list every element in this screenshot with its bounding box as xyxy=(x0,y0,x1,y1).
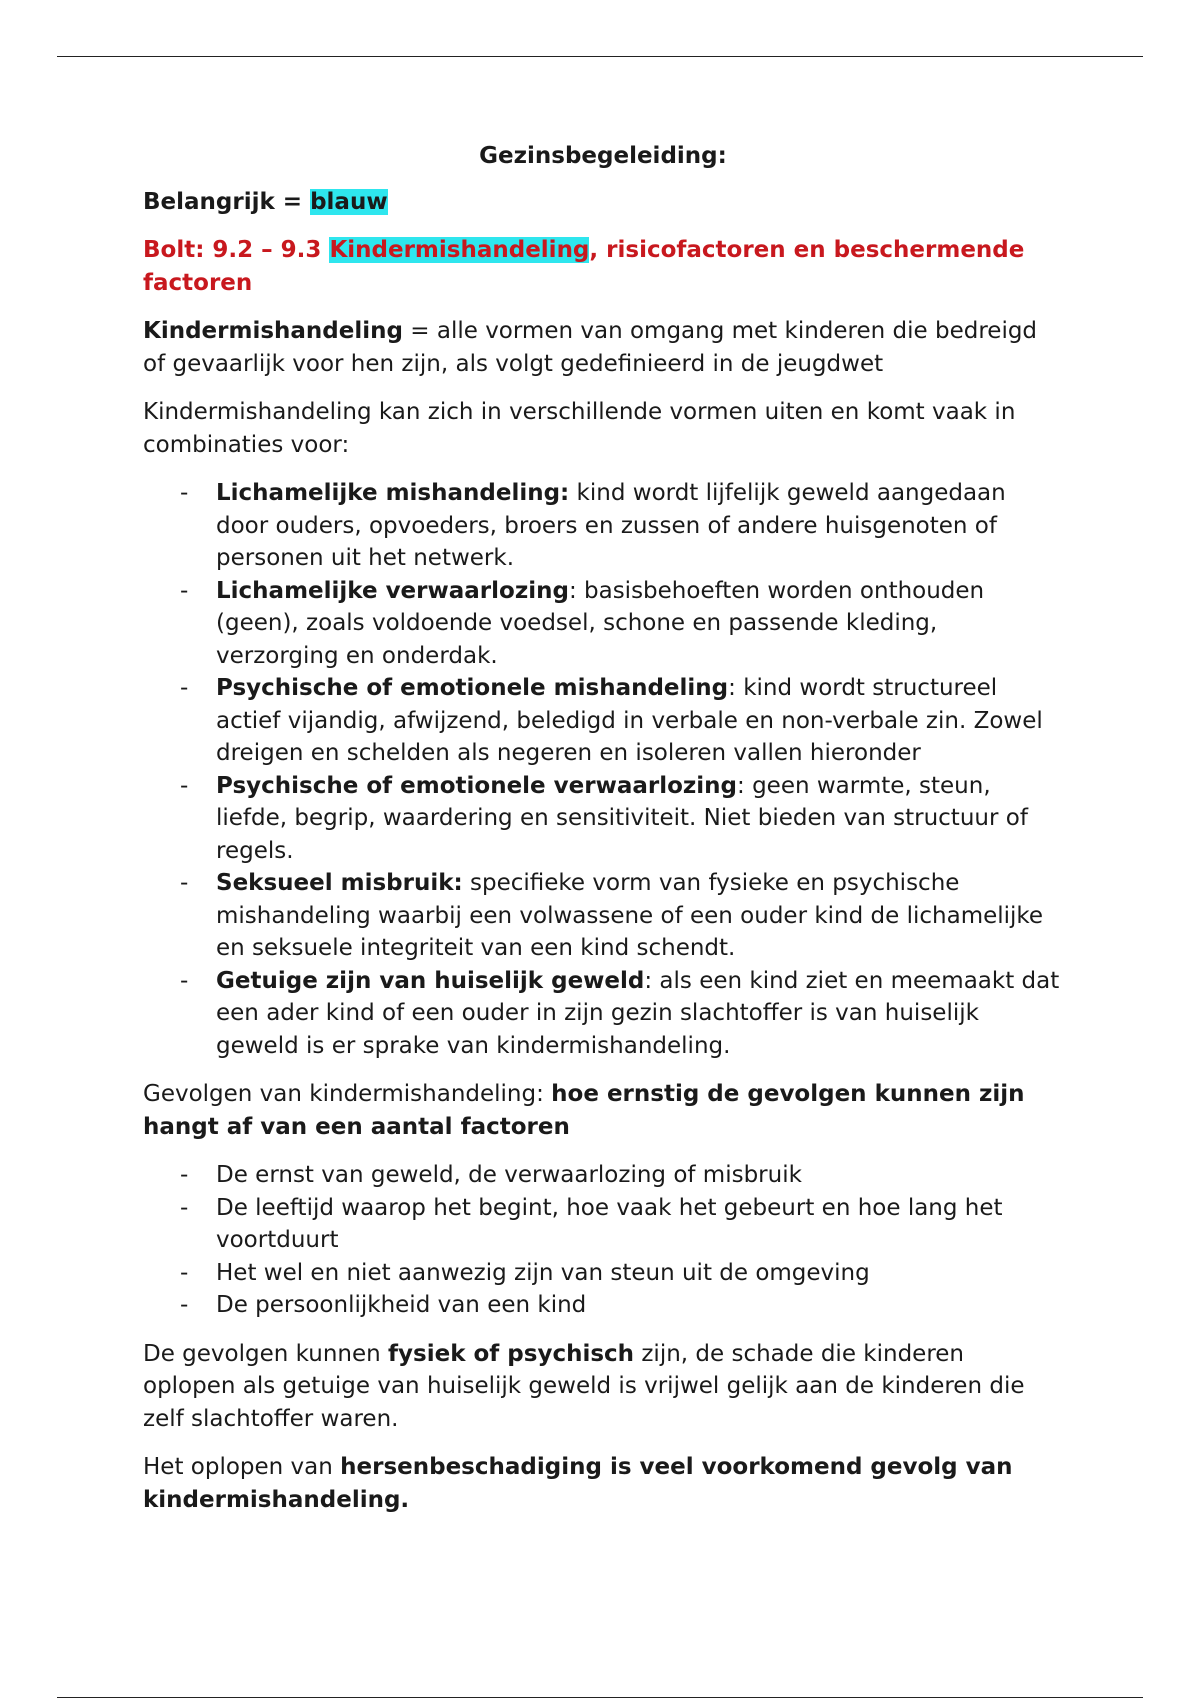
definition-text: = alle vormen van omgang met kinderen die bedreigd of gevaarlijk voor hen zijn, als volgt gedefinieerd in de jeugdwet xyxy=(143,318,1038,377)
consequences-text: Gevolgen van kindermishandeling: xyxy=(143,1081,552,1107)
bullet-dash: - xyxy=(180,480,189,506)
list-item xyxy=(143,1159,1063,1192)
brain-pre: Het oplopen van xyxy=(143,1454,341,1480)
form-text: : basisbehoeften worden onthouden (geen), zoals voldoende voedsel, schone en passende kleding, verzorging en onderdak. xyxy=(216,577,985,669)
list-item xyxy=(143,867,1063,965)
bullet-dash: - xyxy=(180,1162,189,1188)
bullet-dash: - xyxy=(180,772,189,799)
bullet-dash: - xyxy=(180,577,189,604)
heading-rest: , risicofactoren en beschermende factoren xyxy=(143,237,1025,296)
form-term: Lichamelijke verwaarlozing xyxy=(216,577,569,604)
list-item xyxy=(143,770,1063,868)
list-item xyxy=(143,1289,1063,1322)
important-label: Belangrijk = xyxy=(143,188,311,215)
physical-post: zijn, de schade die kinderen oplopen als getuige van huiselijk geweld is vrijwel gelijk aan de kinderen die zelf slachtoffer waren. xyxy=(143,1340,1025,1432)
list-item xyxy=(143,1192,1063,1257)
list-item xyxy=(143,965,1063,1063)
form-text: specifieke vorm van fysieke en psychische mishandeling waarbij een volwassene of een ouder kind de lichamelijke en seksuele integriteit van een kind schendt. xyxy=(216,870,1044,961)
form-text: : geen warmte, steun, liefde, begrip, waardering en sensitiviteit. Niet bieden van structuur of regels. xyxy=(216,772,1028,864)
brain-bold: hersenbeschadiging is veel voorkomend gevolg van kindermishandeling. xyxy=(143,1454,1013,1513)
heading-highlight: Kindermishandeling xyxy=(329,237,590,263)
section-heading xyxy=(143,234,1063,299)
important-line xyxy=(143,186,1063,219)
heading-prefix: Bolt: 9.2 – 9.3 xyxy=(143,237,330,263)
factor-text: De persoonlijkheid van een kind xyxy=(216,1292,587,1318)
form-term: Psychische of emotionele mishandeling xyxy=(216,675,729,701)
factor-text: De leeftijd waarop het begint, hoe vaak het gebeurt en hoe lang het voortduurt xyxy=(216,1194,1003,1253)
form-term: Psychische of emotionele verwaarlozing xyxy=(216,772,738,799)
definition-term: Kindermishandeling xyxy=(143,318,403,344)
bullet-dash: - xyxy=(180,967,189,994)
form-text: kind wordt lijfelijk geweld aangedaan door ouders, opvoeders, broers en zussen of andere huisgenoten of personen uit het netwerk. xyxy=(216,480,1006,571)
important-value: blauw xyxy=(310,188,388,215)
list-item xyxy=(143,672,1063,770)
forms-intro: Kindermishandeling kan zich in verschillende vormen uiten en komt vaak in combinaties voor: xyxy=(143,399,1016,458)
forms-list xyxy=(143,477,1063,1062)
form-term: Seksueel misbruik: xyxy=(216,870,463,896)
bullet-dash: - xyxy=(180,675,189,701)
factors-list xyxy=(143,1159,1063,1322)
bottom-rule xyxy=(57,1697,1143,1698)
brain-paragraph xyxy=(143,1451,1063,1516)
list-item xyxy=(143,477,1063,575)
bullet-dash: - xyxy=(180,1194,189,1221)
form-term: Lichamelijke mishandeling: xyxy=(216,480,570,506)
page-title: Gezinsbegeleiding: xyxy=(479,143,727,169)
consequences-intro xyxy=(143,1078,1063,1143)
form-text: : kind wordt structureel actief vijandig, afwijzend, beledigd in verbale en non-verbale zin. Zowel dreigen en schelden als negeren en isoleren vallen hieronder xyxy=(216,675,1043,766)
factor-text: Het wel en niet aanwezig zijn van steun uit de omgeving xyxy=(216,1259,870,1286)
form-text: : als een kind ziet en meemaakt dat een ader kind of een ouder in zijn gezin slachtoffer is van huiselijk geweld is er sprake van kindermishandeling. xyxy=(216,967,1060,1059)
list-item xyxy=(143,1257,1063,1290)
physical-pre: De gevolgen kunnen xyxy=(143,1340,389,1367)
list-item xyxy=(143,575,1063,673)
physical-paragraph xyxy=(143,1338,1063,1436)
bullet-dash: - xyxy=(180,870,189,896)
factor-text: De ernst van geweld, de verwaarlozing of misbruik xyxy=(216,1162,802,1188)
bullet-dash: - xyxy=(180,1292,189,1318)
consequences-bold: hoe ernstig de gevolgen kunnen zijn hangt af van een aantal factoren xyxy=(143,1081,1025,1140)
definition xyxy=(143,315,1063,380)
top-rule xyxy=(57,56,1143,57)
document-page xyxy=(143,140,1063,1532)
form-term: Getuige zijn van huiselijk geweld xyxy=(216,967,645,994)
bullet-dash: - xyxy=(180,1259,189,1286)
physical-bold: fysiek of psychisch xyxy=(388,1340,635,1367)
